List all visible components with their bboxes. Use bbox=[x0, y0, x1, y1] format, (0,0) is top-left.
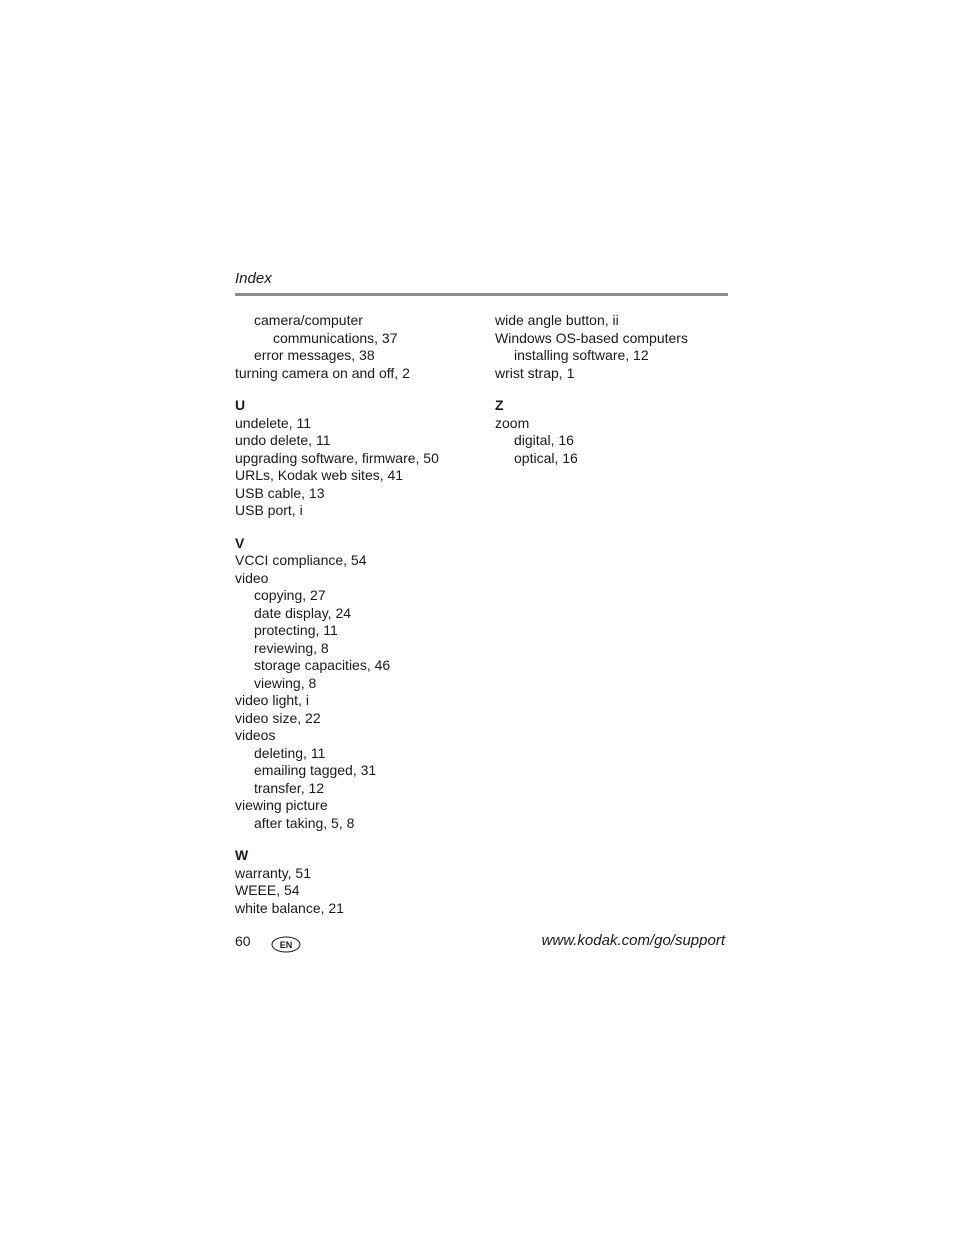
index-entry: warranty, 51 bbox=[235, 864, 311, 881]
index-entry: undelete, 11 bbox=[235, 414, 312, 431]
index-subentry: communications, 37 bbox=[273, 329, 398, 346]
language-badge bbox=[271, 936, 301, 953]
index-subentry: protecting, 11 bbox=[254, 622, 338, 638]
index-subentry: reviewing, 8 bbox=[254, 639, 329, 656]
index-entry: video bbox=[235, 569, 269, 586]
index-subentry: digital, 16 bbox=[514, 432, 574, 448]
index-entry: zoom bbox=[495, 414, 530, 431]
index-entry: videos bbox=[235, 727, 276, 743]
index-subentry: viewing, 8 bbox=[254, 674, 317, 691]
index-subentry: after taking, 5, 8 bbox=[254, 814, 355, 831]
index-letter-heading: V bbox=[235, 534, 245, 551]
index-entry: WEEE, 54 bbox=[235, 882, 300, 898]
index-column-left bbox=[235, 312, 480, 917]
header-divider bbox=[235, 293, 728, 296]
index-letter-heading: U bbox=[235, 397, 246, 413]
index-letter-heading: W bbox=[235, 847, 249, 863]
index-subentry: camera/computer bbox=[254, 312, 363, 328]
index-subentry: storage capacities, 46 bbox=[254, 657, 391, 673]
page-number: 60 bbox=[235, 933, 251, 949]
index-subentry: deleting, 11 bbox=[254, 744, 326, 761]
index-entry: USB port, i bbox=[235, 502, 303, 518]
index-entry: video light, i bbox=[235, 692, 309, 708]
index-letter-heading: Z bbox=[495, 397, 504, 413]
index-entry: USB cable, 13 bbox=[235, 484, 325, 501]
index-subentry: copying, 27 bbox=[254, 587, 326, 603]
index-entry: wrist strap, 1 bbox=[495, 364, 575, 381]
index-entry: video size, 22 bbox=[235, 709, 321, 726]
index-entry: upgrading software, firmware, 50 bbox=[235, 449, 439, 466]
svg-text:EN: EN bbox=[279, 940, 293, 950]
index-entry: URLs, Kodak web sites, 41 bbox=[235, 467, 404, 483]
index-entry: white balance, 21 bbox=[235, 899, 344, 916]
index-entry: undo delete, 11 bbox=[235, 432, 331, 448]
index-subentry: emailing tagged, 31 bbox=[254, 762, 377, 778]
index-entry: VCCI compliance, 54 bbox=[235, 552, 367, 568]
page-section-title: Index bbox=[235, 270, 272, 287]
index-subentry: date display, 24 bbox=[254, 604, 352, 621]
index-column-right bbox=[495, 312, 735, 467]
index-subentry: transfer, 12 bbox=[254, 779, 325, 796]
support-url-link[interactable]: www.kodak.com/go/support bbox=[541, 932, 725, 949]
index-entry: viewing picture bbox=[235, 797, 328, 813]
index-subentry: optical, 16 bbox=[514, 449, 578, 466]
index-entry: wide angle button, ii bbox=[495, 312, 619, 328]
index-entry: Windows OS-based computers bbox=[495, 329, 688, 346]
index-entry: turning camera on and off, 2 bbox=[235, 364, 410, 381]
index-subentry: error messages, 38 bbox=[254, 347, 375, 363]
index-subentry: installing software, 12 bbox=[514, 347, 649, 363]
